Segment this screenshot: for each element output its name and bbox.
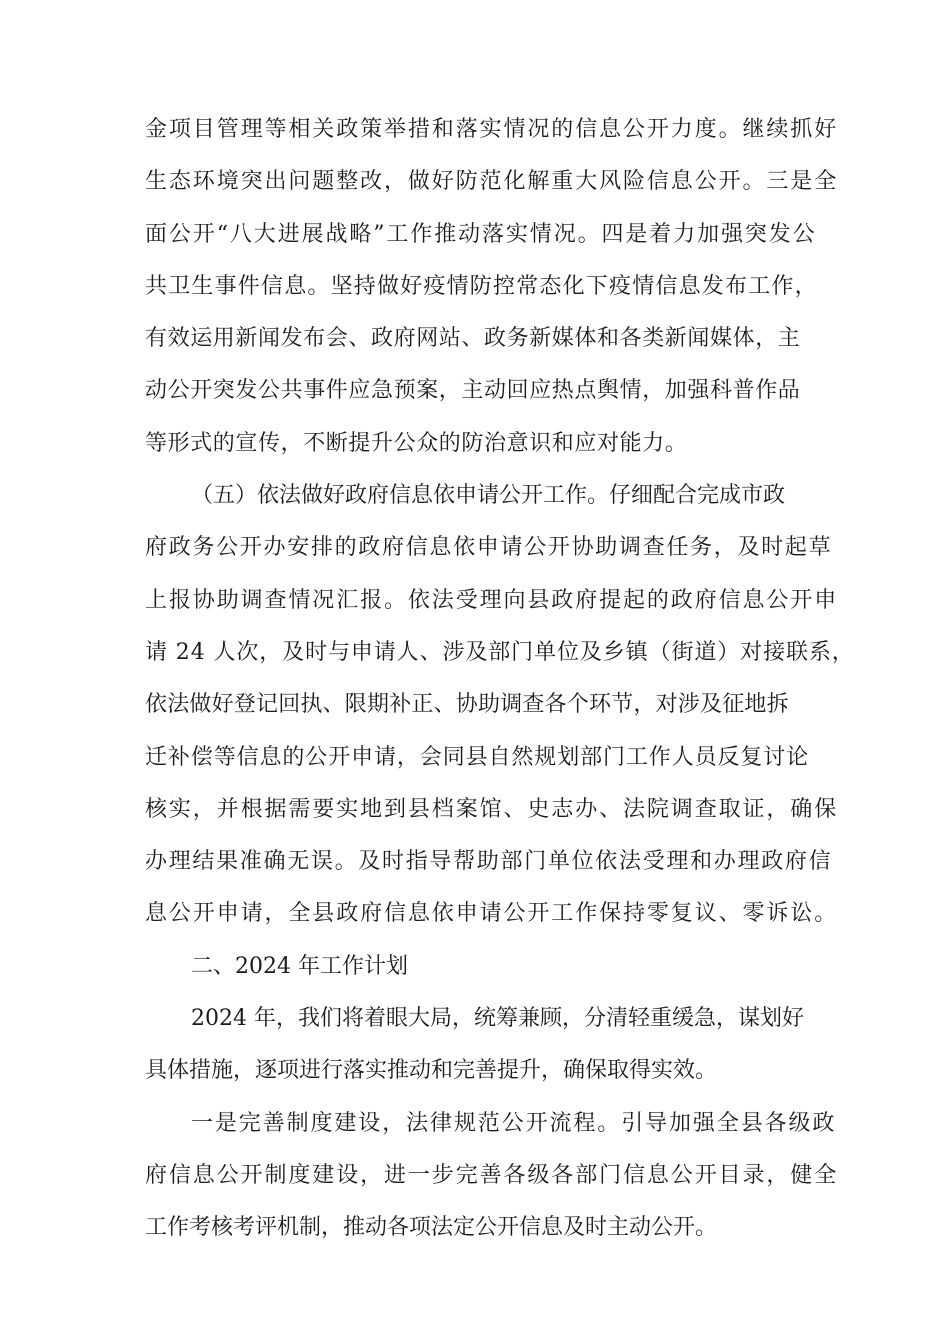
body-line: 具体措施，逐项进行落实推动和完善提升，确保取得实效。 xyxy=(145,1058,718,1084)
body-line: 办理结果准确无误。及时指导帮助部门单位依法受理和办理政府信 xyxy=(145,849,833,875)
body-line: 请 24 人次，及时与申请人、涉及部门单位及乡镇（街道）对接联系， xyxy=(145,639,855,665)
paragraph-heading-five: （五）依法做好政府信息依申请公开工作。仔细配合完成市政 xyxy=(191,483,786,509)
document-body xyxy=(145,104,855,1255)
body-line: 金项目管理等相关政策举措和落实情况的信息公开力度。继续抓好 xyxy=(145,117,839,142)
body-line: 有效运用新闻发布会、政府网站、政务新媒体和各类新闻媒体，主 xyxy=(145,326,801,352)
body-line: 府政务公开办安排的政府信息依申请公开协助调查任务，及时起草 xyxy=(145,535,833,561)
body-line: 生态环境突出问题整改，做好防范化解重大风险信息公开。三是全 xyxy=(145,169,839,195)
body-line: 工作考核考评机制，推动各项法定公开信息及时主动公开。 xyxy=(145,1215,718,1241)
body-line: 上报协助调查情况汇报。依法受理向县政府提起的政府信息公开申 xyxy=(145,587,839,613)
body-line: 动公开突发公共事件应急预案，主动回应热点舆情，加强科普作品 xyxy=(145,378,801,404)
body-line: 面公开“八大进展战略”工作推动落实情况。四是着力加强突发公 xyxy=(145,221,817,247)
body-line: 2024 年，我们将着眼大局，统筹兼顾，分清轻重缓急，谋划好 xyxy=(191,1006,804,1032)
body-line: 迁补偿等信息的公开申请，会同县自然规划部门工作人员反复讨论 xyxy=(145,744,810,770)
body-line: 一是完善制度建设，法律规范公开流程。引导加强全县各级政 xyxy=(191,1110,837,1136)
body-line: 息公开申请，全县政府信息依申请公开工作保持零复议、零诉讼。 xyxy=(145,901,839,927)
section-heading: 二、2024 年工作计划 xyxy=(191,953,408,979)
body-line: 共卫生事件信息。坚持做好疫情防控常态化下疫情信息发布工作， xyxy=(145,273,818,299)
body-line: 核实，并根据需要实地到县档案馆、史志办、法院调查取证，确保 xyxy=(145,796,839,822)
body-line: 府信息公开制度建设，进一步完善各级各部门信息公开目录，健全 xyxy=(145,1162,839,1188)
body-line: 等形式的宣传，不断提升公众的防治意识和应对能力。 xyxy=(145,430,688,456)
body-line: 依法做好登记回执、限期补正、协助调查各个环节，对涉及征地拆 xyxy=(145,692,789,718)
